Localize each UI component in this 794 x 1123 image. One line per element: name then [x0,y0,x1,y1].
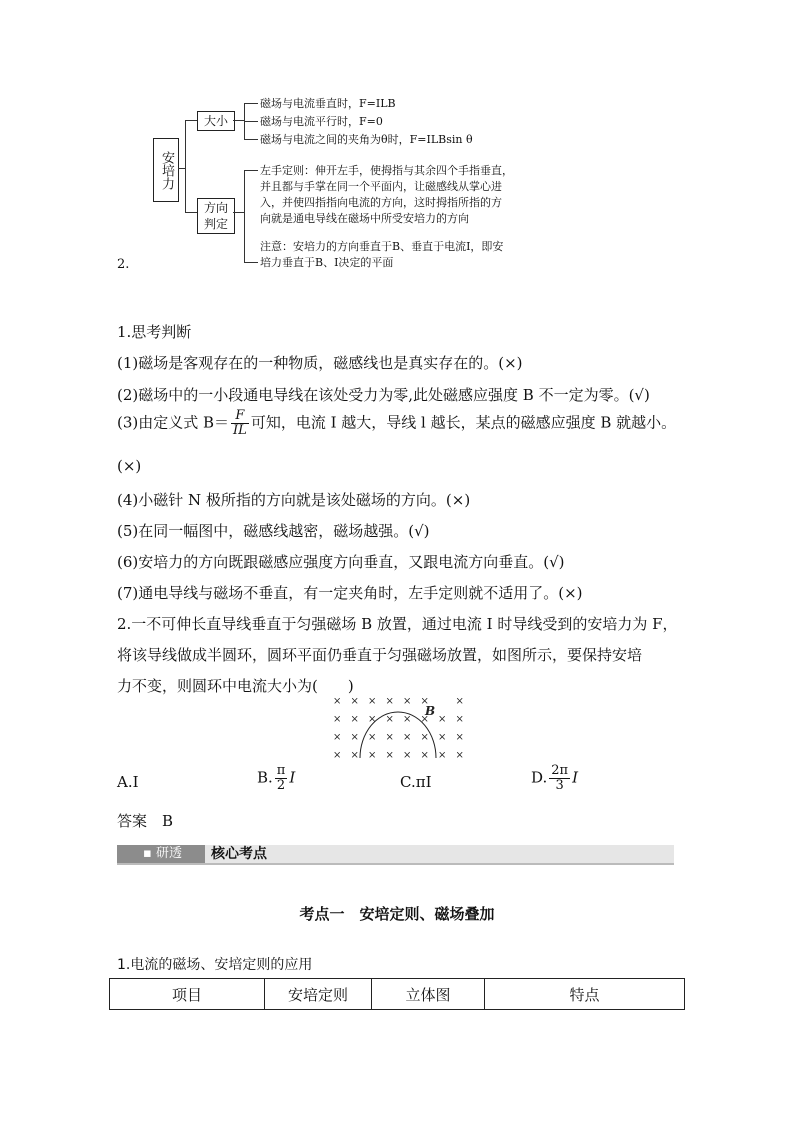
ampere-rule-table [109,978,685,1010]
field-x-mark: × [403,732,412,743]
field-x-mark: × [403,696,412,707]
field-x-mark: × [350,750,359,761]
field-x-mark: × [350,714,359,725]
field-x-mark: × [420,732,429,743]
option-d-fraction [549,764,570,793]
option-d-num: 2π [551,763,569,778]
field-x-mark: × [403,750,412,761]
field-x-mark: × [333,732,342,743]
topic-title: 考点一 安培定则、磁场叠加 [299,905,495,923]
field-x-mark: × [438,714,447,725]
left-hand-rule-line-2: 并且都与手掌在同一个平面内，让磁感线从掌心进 [260,180,502,193]
field-x-mark: × [350,732,359,743]
option-b-den: 2 [276,778,286,793]
root-node-box [153,138,179,202]
question2-line-1: 2.一不可伸长直导线垂直于匀强磁场 B 放置，通过电流 I 时导线受到的安培力为 F， [117,615,678,633]
field-x-mark: × [368,732,377,743]
direction-node-box [197,198,235,234]
direction-note-line-2: 培力垂直于B、I决定的平面 [260,256,394,269]
field-x-mark: × [333,696,342,707]
field-x-mark: × [455,732,464,743]
field-x-mark: × [385,696,394,707]
item3-den: IL [233,423,247,438]
option-d [531,764,578,793]
table-header-cell: 安培定则 [265,979,372,1010]
field-x-mark: × [385,732,394,743]
field-x-mark: × [455,714,464,725]
field-x-mark: × [438,750,447,761]
banner-left-text: ▪ 研透 [143,846,182,861]
banner-left [117,845,205,863]
magnetic-field-figure [330,696,470,768]
direction-note-line-1: 注意：安培力的方向垂直于B、垂直于电流I，即安 [260,240,504,253]
judgment-item-6: (6)安培力的方向既跟磁感应强度方向垂直，又跟电流方向垂直。(√) [117,553,565,571]
size-node-label: 大小 [203,114,228,128]
field-x-mark: × [368,714,377,725]
table-header-row [110,979,685,1010]
judgment-item-3 [117,409,676,438]
root-node-label: 安培力 [159,150,174,190]
answer-line: 答案 B [117,812,174,830]
judgment-item-5: (5)在同一幅图中，磁感线越密，磁场越强。(√) [117,522,430,540]
size-node-box [197,111,235,131]
left-hand-rule-line-1: 左手定则：伸开左手，使拇指与其余四个手指垂直， [260,164,513,177]
field-x-mark: × [455,696,464,707]
judgment-item-1: (1)磁场是客观存在的一种物质，磁感线也是真实存在的。(×) [117,354,523,372]
option-b [257,764,295,793]
judgment-item-7: (7)通电导线与磁场不垂直，有一定夹角时，左手定则就不适用了。(×) [117,584,583,602]
item3-num: F [231,409,249,424]
field-x-mark: × [385,750,394,761]
topic-subtitle: 1.电流的磁场、安培定则的应用 [117,957,313,973]
option-b-num: π [276,763,286,778]
judgment-item-4: (4)小磁针 N 极所指的方向就是该处磁场的方向。(×) [117,491,471,509]
option-b-prefix: B. [257,768,273,787]
field-x-mark: × [403,714,412,725]
left-hand-rule-line-3: 入，并使四指指向电流的方向，这时拇指所指的方 [260,196,502,209]
option-c: C.πI [400,773,432,791]
table-header-cell: 项目 [110,979,265,1010]
question2-line-2: 将该导线做成半圆环，圆环平面仍垂直于匀强磁场放置，如图所示，要保持安培 [117,646,643,664]
size-item-1: 磁场与电流垂直时，F=ILB [260,97,396,110]
table-header-cell: 特点 [485,979,685,1010]
field-x-mark: × [455,750,464,761]
judgment-item-3-mark: (×) [117,457,142,475]
item3-fraction [231,409,249,438]
field-x-mark: × [438,732,447,743]
section-banner [117,845,674,865]
field-x-mark: × [420,696,429,707]
size-item-2: 磁场与电流平行时，F=0 [260,115,383,128]
concept-map-number: 2. [117,257,130,272]
option-d-prefix: D. [531,768,548,787]
option-d-den: 3 [555,778,564,793]
size-item-3: 磁场与电流之间的夹角为θ时，F=ILBsin θ [260,133,473,146]
field-x-mark: × [350,696,359,707]
question2-line-3: 力不变，则圆环中电流大小为( ) [117,677,354,695]
option-b-fraction [275,764,288,793]
field-x-mark: × [333,750,342,761]
judgment-item-2: (2)磁场中的一小段通电导线在该处受力为零,此处磁感应强度 B 不一定为零。(√) [117,386,650,404]
option-d-suffix: I [572,768,579,787]
item3-prefix: (3)由定义式 B＝ [117,413,230,432]
field-x-mark: × [385,714,394,725]
field-x-mark: × [368,696,377,707]
field-x-mark: × [368,750,377,761]
direction-node-label: 方向判定 [203,201,228,231]
left-hand-rule-line-4: 向就是通电导线在磁场中所受安培力的方向 [260,212,469,225]
option-a: A.I [117,773,139,791]
banner-right: 核心考点 [211,846,267,862]
section-title: 1.思考判断 [117,323,192,341]
field-b-label: B [425,704,436,718]
field-x-mark: × [420,714,429,725]
option-b-suffix: I [289,768,296,787]
table-header-cell: 立体图 [372,979,485,1010]
field-x-mark: × [333,714,342,725]
field-x-mark: × [420,750,429,761]
item3-suffix: 可知，电流 I 越大，导线 l 越长，某点的磁感应强度 B 就越小。 [250,413,677,432]
